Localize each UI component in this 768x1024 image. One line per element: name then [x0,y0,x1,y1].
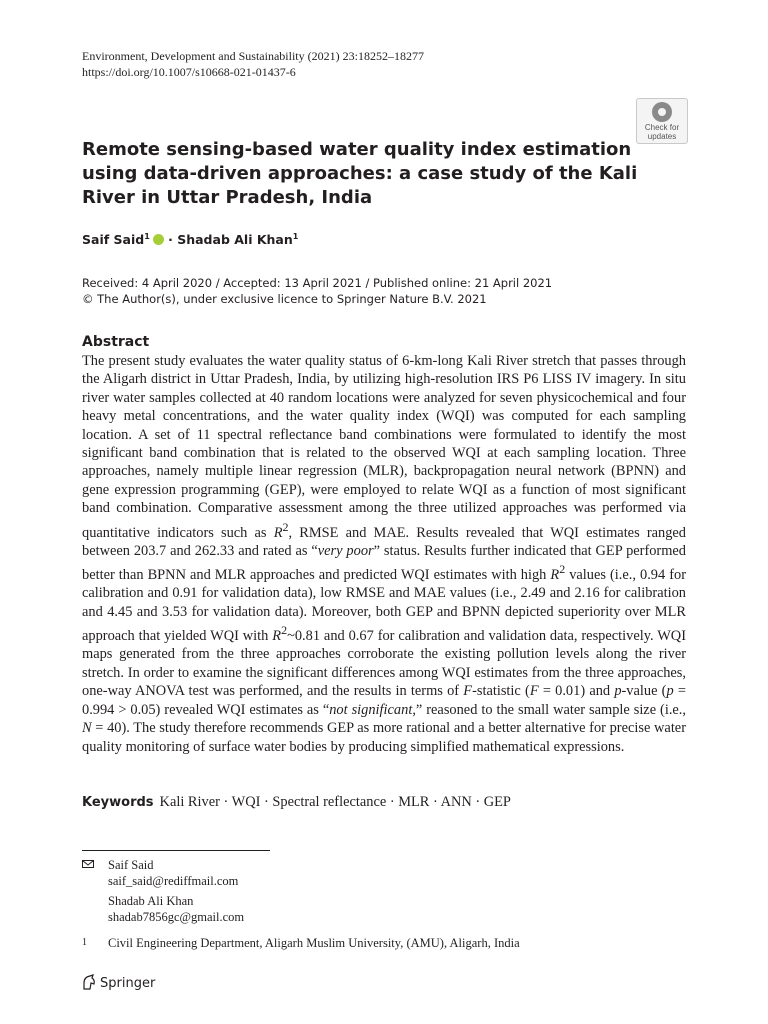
abstract-heading: Abstract [82,334,150,350]
journal-doi[interactable]: https://doi.org/10.1007/s10668-021-01437-6 [82,65,296,79]
affiliation-text: Civil Engineering Department, Aligarh Muslim University, (AMU), Aligarh, India [108,936,520,950]
check-for-updates-badge[interactable]: Check for updates [636,98,688,144]
copyright-line: © The Author(s), under exclusive licence to Springer Nature B.V. 2021 [82,292,487,306]
publisher-name: Springer [100,976,156,991]
keywords-label: Keywords [82,795,154,810]
paper-title: Remote sensing-based water quality index estimation using data-driven approaches: a case study of the Kali River in Uttar Pradesh, India [82,139,638,208]
author-name[interactable]: Shadab Ali Khan [177,232,293,248]
contact-name: Shadab Ali Khan [108,894,194,908]
author-name[interactable]: Saif Said [82,232,145,248]
springer-horse-icon [82,974,96,990]
envelope-icon [82,860,94,868]
author-affiliation-sup: 1 [292,232,299,241]
dates-line: Received: 4 April 2020 / Accepted: 13 April 2021 / Published online: 21 April 2021 [82,276,553,290]
check-updates-icon [652,102,672,122]
journal-header [82,48,424,80]
publisher-footer [82,974,155,991]
publication-dates [82,275,552,307]
author-affiliation-sup: 1 [144,232,150,241]
footnote-divider [82,850,270,851]
contact-email[interactable]: shadab7856gc@gmail.com [108,910,245,924]
keywords-list: Kali River · WQI · Spectral reflectance · MLR · ANN · GEP [159,794,511,810]
abstract-text: The present study evaluates the water quality status of 6-km-long Kali River stretch that passes through the Aligarh district in Uttar Pradesh, India, by utilizing high-resolution IRS P6 LISS IV imagery. In situ river water samples collected at 40 random locations were analyzed for seven physicochemical and four heavy metal concentrations, and the water quality index (WQI) was computed for each sampling location. A set of 11 spectral reflectance band combinations were formulated to identify the most significant band combination that is related to the observed WQI at each sampling location. Three approaches, namely multiple linear regression (MLR), backpropagation neural network (BPNN) and gene expression programming (GEP), were employed to relate WQI as a function of most significant band combination. Comparative assessment among the three utilized approaches was performed via quantitative indicators such as $R^2$, RMSE and MAE. Results revealed that WQI estimates ranged between 203.7 and 262.33 and rated as “very poor” status. Results further indicated that GEP performed better than BPNN and MLR approaches and predicted WQI estimates with high $R^2$ values (i.e., 0.94 for calibration and 0.91 for validation data), low RMSE and MAE values (i.e., 2.49 and 2.16 for calibration and 4.45 and 3.53 for validation data). Moreover, both GEP and BPNN depicted superiority over MLR approach that yielded WQI with $R^2\sim 0.81$ and 0.67 for calibration and validation data, respectively. WQI maps generated from the three approaches corroborate the existing pollution levels along the river stretch. In order to examine the significant differences among WQI estimates from the three approaches, one-way ANOVA test was performed, and the results in terms of F-statistic (F = 0.01) and p-value (p = 0.994 > 0.05) revealed WQI estimates as “not significant,” reasoned to the small water sample size (i.e., N = 40). The study therefore recommends GEP as more rational and a better alternative for precise water quality monitoring of surface water bodies by producing simplified mathematical expressions. [82,353,687,755]
contact-name: Saif Said [108,858,154,872]
affiliation-number: 1 [82,937,87,948]
keywords [82,794,686,811]
author-list: Saif Said$^1$ · Shadab Ali Khan$^1$ [82,232,299,248]
journal-citation: Environment, Development and Sustainability (2021) 23:18252–18277 [82,49,424,63]
contact-entry [108,857,238,889]
contact-entry [108,893,244,925]
contact-email[interactable]: saif_said@rediffmail.com [108,874,239,888]
orcid-icon[interactable] [153,234,164,245]
